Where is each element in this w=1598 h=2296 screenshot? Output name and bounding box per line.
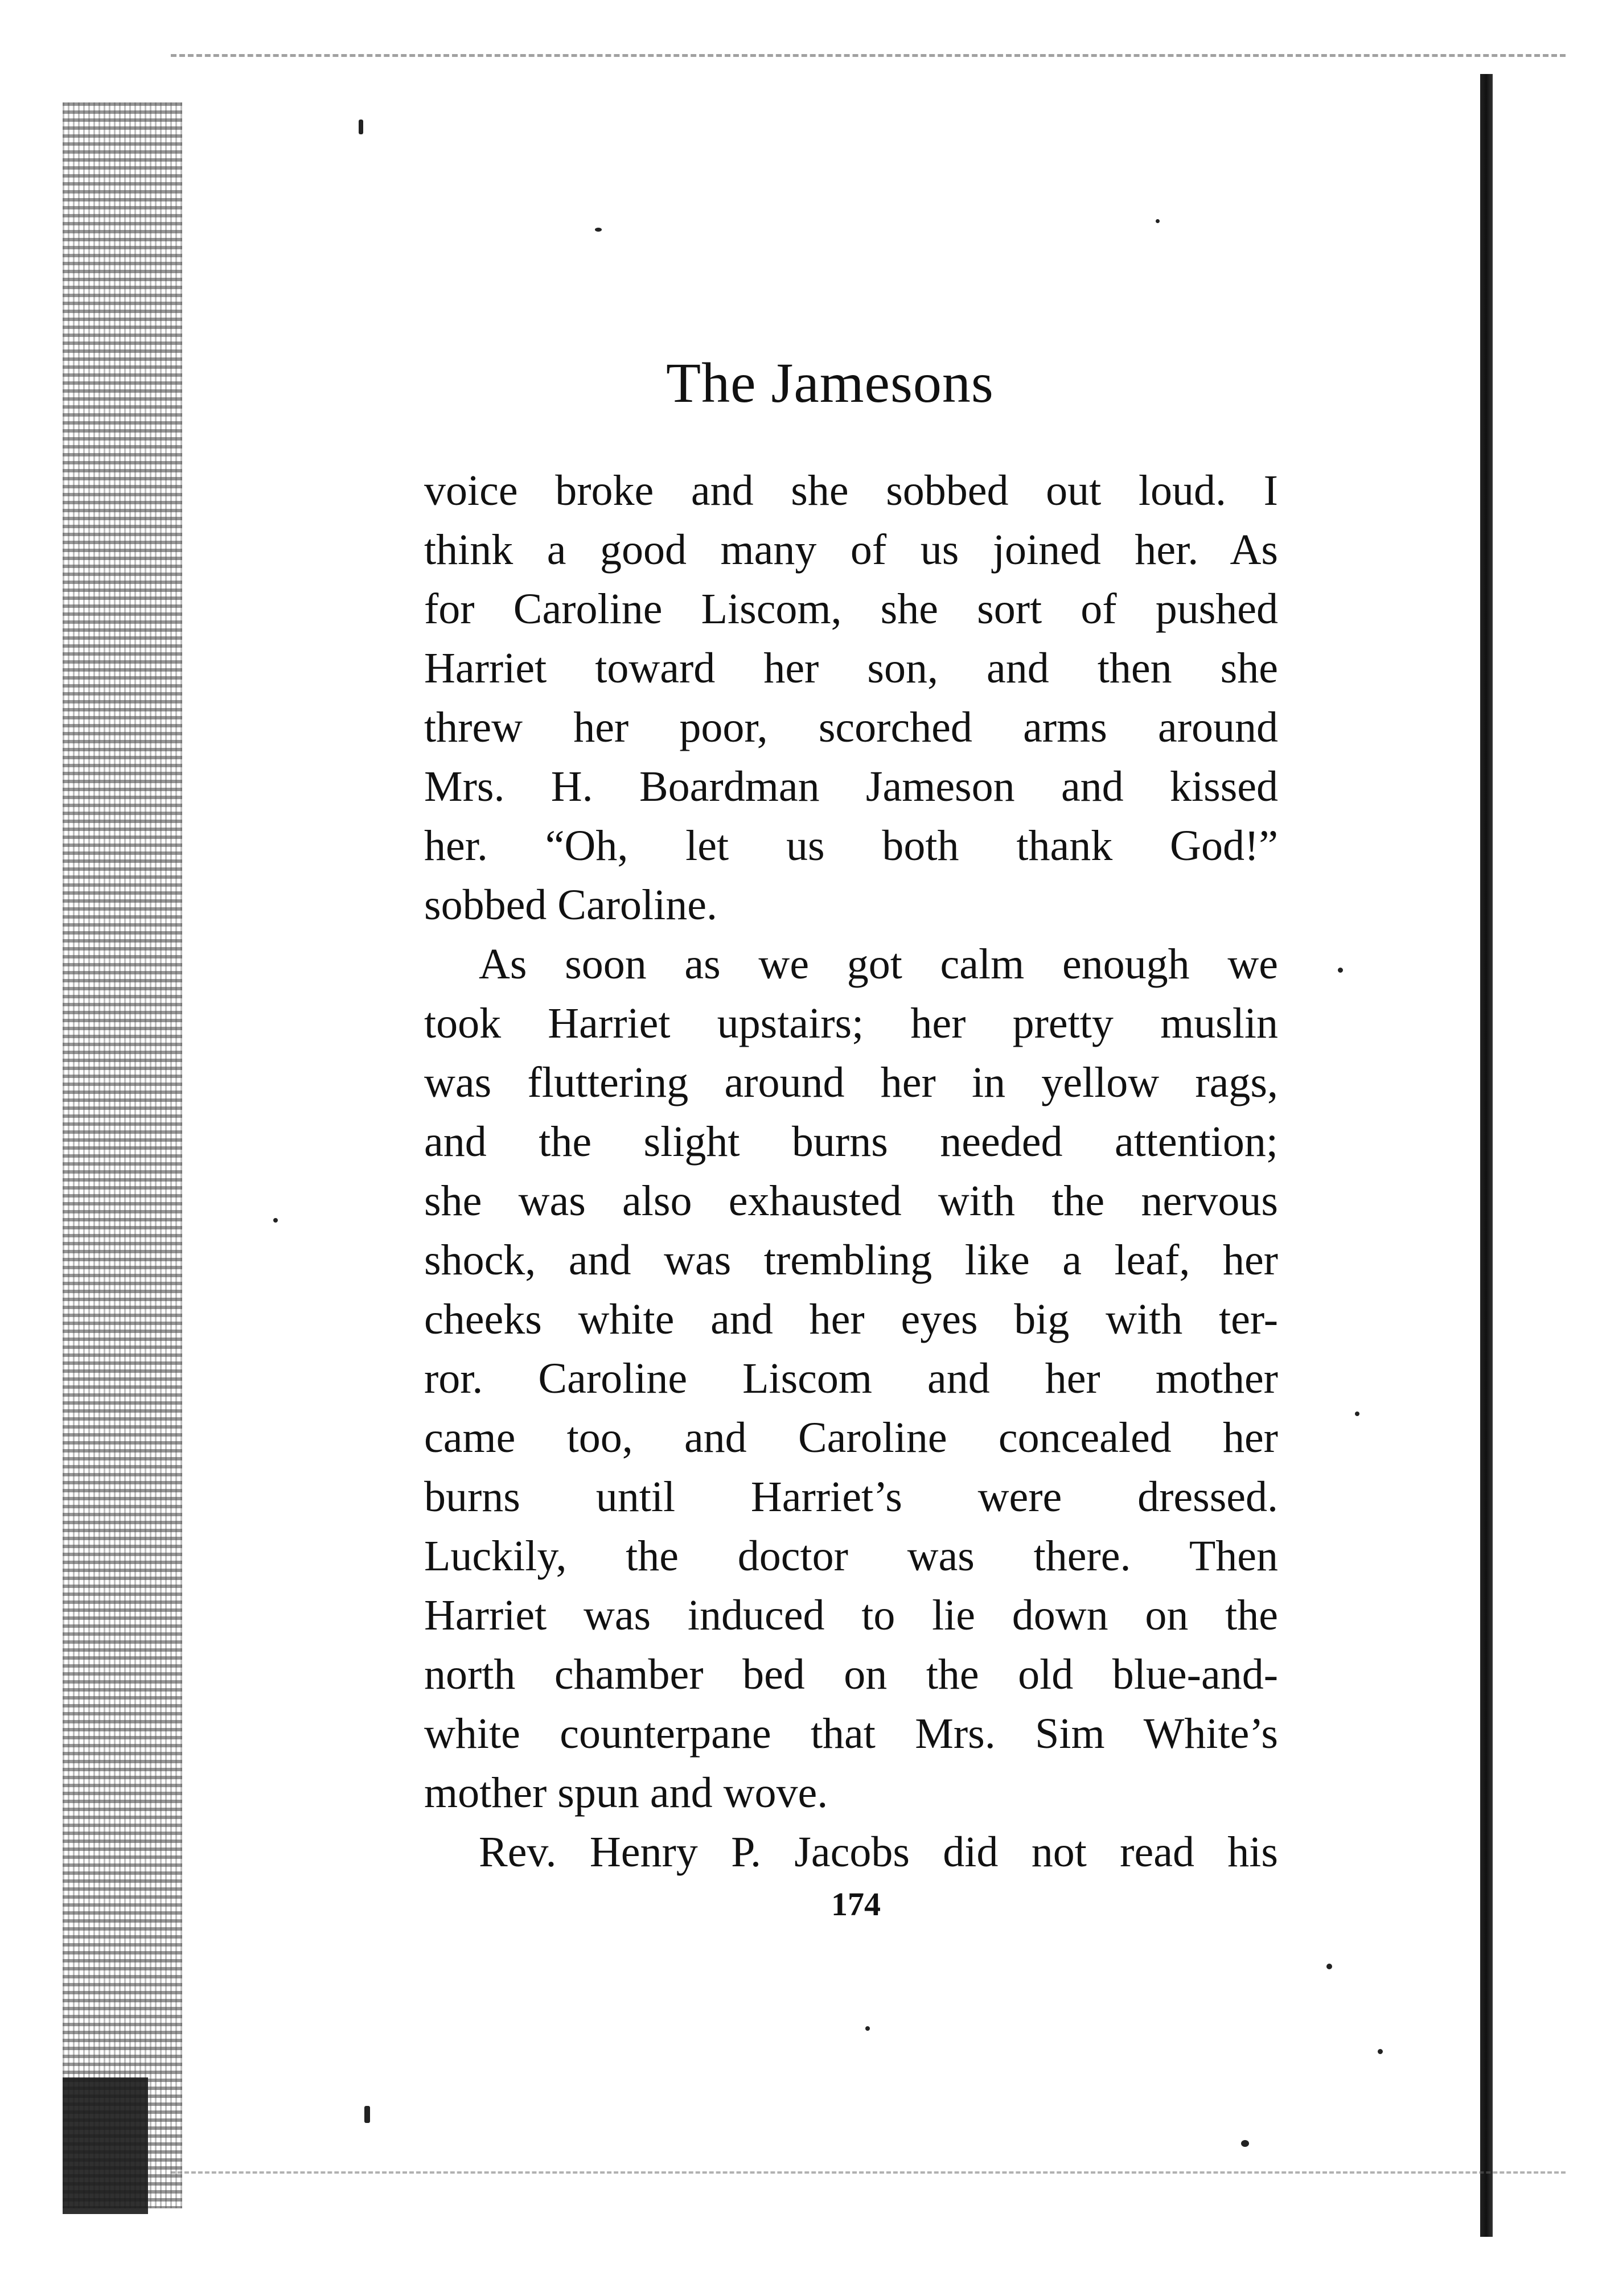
- text-line: burns until Harriet’s were dressed.: [424, 1473, 1278, 1521]
- scan-speck: [359, 120, 363, 134]
- text-line: white counterpane that Mrs. Sim White’s: [424, 1710, 1278, 1758]
- scan-top-rule: [171, 54, 1566, 57]
- scan-speck: [1241, 2140, 1249, 2147]
- text-line: threw her poor, scorched arms around: [424, 703, 1278, 751]
- text-line: Harriet was induced to lie down on the: [424, 1591, 1278, 1639]
- text-line: Mrs. H. Boardman Jameson and kissed: [424, 763, 1278, 810]
- scan-right-edge-shadow: [1480, 74, 1493, 2237]
- running-head: The Jamesons: [666, 351, 994, 414]
- text-line: took Harriet upstairs; her pretty muslin: [424, 999, 1278, 1047]
- text-line: and the slight burns needed attention;: [424, 1118, 1278, 1166]
- text-line: Rev. Henry P. Jacobs did not read his: [479, 1828, 1278, 1876]
- text-line: sobbed Caroline.: [424, 881, 718, 929]
- text-line: shock, and was trembling like a leaf, her: [424, 1236, 1278, 1284]
- text-line: voice broke and she sobbed out loud. I: [424, 467, 1278, 515]
- text-line: think a good many of us joined her. As: [424, 526, 1278, 574]
- text-line: for Caroline Liscom, she sort of pushed: [424, 585, 1278, 633]
- body-text: [424, 461, 1278, 1882]
- scan-gutter-dark-patch: [63, 2077, 148, 2214]
- scan-bottom-rule: [171, 2171, 1566, 2174]
- scan-speck: [1156, 219, 1160, 223]
- text-line: north chamber bed on the old blue-and-: [424, 1651, 1278, 1698]
- scan-speck: [1355, 1412, 1359, 1416]
- scan-speck: [865, 2026, 870, 2031]
- text-line: cheeks white and her eyes big with ter-: [424, 1295, 1278, 1343]
- text-line: was fluttering around her in yellow rags,: [424, 1059, 1278, 1106]
- text-line: Luckily, the doctor was there. Then: [424, 1532, 1278, 1580]
- text-line: came too, and Caroline concealed her: [424, 1414, 1278, 1462]
- scan-speck: [273, 1218, 278, 1223]
- text-line: Harriet toward her son, and then she: [424, 644, 1278, 692]
- scan-speck: [595, 228, 602, 232]
- scan-speck: [1326, 1964, 1332, 1969]
- scan-gutter-shadow: [63, 102, 182, 2208]
- text-line: she was also exhausted with the nervous: [424, 1177, 1278, 1225]
- scan-speck: [1378, 2049, 1383, 2054]
- text-line: her. “Oh, let us both thank God!”: [424, 822, 1278, 870]
- text-line: mother spun and wove.: [424, 1769, 828, 1817]
- scan-speck: [364, 2106, 370, 2123]
- text-line: As soon as we got calm enough we: [479, 940, 1278, 988]
- text-line: ror. Caroline Liscom and her mother: [424, 1355, 1278, 1402]
- page-number: 174: [831, 1886, 881, 1923]
- scan-speck: [1338, 968, 1343, 973]
